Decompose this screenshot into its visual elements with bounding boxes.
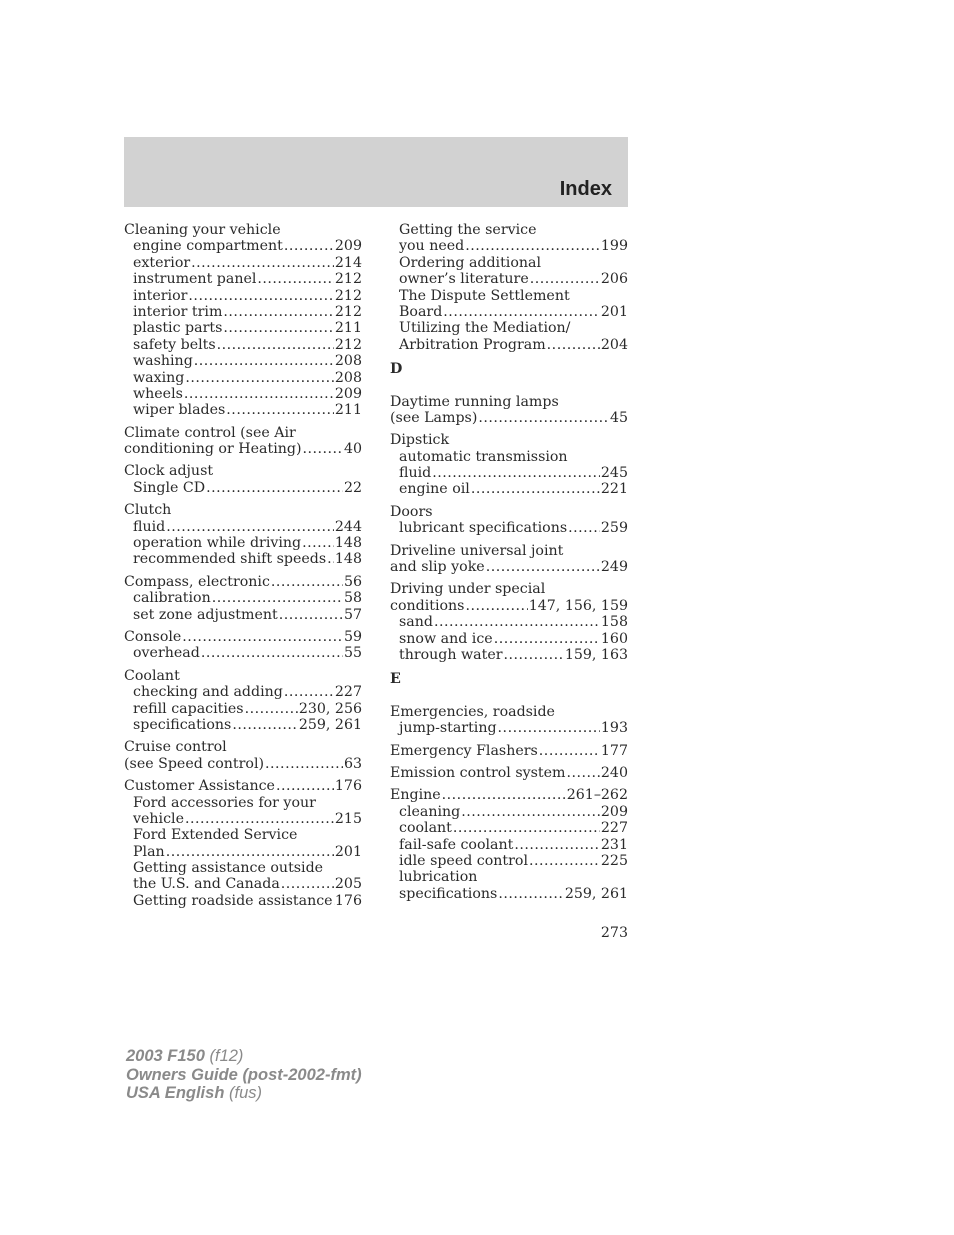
page-reference: 244	[334, 518, 362, 535]
dot-leader	[498, 720, 600, 736]
index-line	[390, 432, 628, 448]
page-reference: 45	[609, 409, 628, 426]
entry-text: Driveline universal joint	[390, 542, 564, 559]
index-subentry	[390, 837, 628, 853]
page-reference: 259, 261	[298, 716, 362, 733]
entry-text: jump-starting	[399, 720, 497, 737]
page-reference: 176	[334, 778, 362, 795]
index-subentry	[124, 844, 362, 860]
dot-leader	[182, 629, 343, 645]
page-reference: 206	[600, 271, 628, 288]
index-entry	[390, 222, 628, 353]
footer-model-code: (f12)	[204, 1047, 244, 1065]
index-entry	[390, 543, 628, 576]
index-line	[124, 739, 362, 755]
index-line	[124, 222, 362, 238]
entry-text: Cleaning your vehicle	[124, 222, 281, 238]
index-subentry	[390, 481, 628, 497]
entry-text: specifications	[399, 885, 498, 902]
dot-leader	[568, 520, 600, 536]
entry-text: instrument panel	[133, 271, 257, 288]
entry-text: Console	[124, 628, 182, 645]
index-line	[124, 425, 362, 441]
entry-text: owner’s literature	[399, 271, 529, 288]
index-subentry	[124, 811, 362, 827]
dot-leader	[184, 386, 334, 402]
entry-text: calibration	[133, 590, 211, 607]
dot-leader	[504, 647, 564, 663]
entry-text: you need	[399, 238, 465, 255]
dot-leader	[223, 304, 334, 320]
index-entry	[390, 704, 628, 737]
entry-text: Plan	[133, 843, 165, 860]
entry-text: operation while driving	[133, 535, 302, 552]
index-entry	[124, 574, 362, 623]
index-line	[124, 502, 362, 518]
dot-leader	[166, 844, 334, 860]
entry-text: Single CD	[133, 479, 206, 496]
index-line	[124, 668, 362, 684]
entry-text: interior trim	[133, 303, 223, 320]
index-entry	[390, 765, 628, 781]
entry-text: vehicle	[133, 810, 184, 827]
dot-leader	[302, 441, 342, 457]
index-entry	[124, 778, 362, 909]
dot-leader	[232, 717, 298, 733]
index-line	[390, 598, 628, 614]
entry-text: Emergencies, roadside	[390, 703, 555, 720]
dot-leader	[478, 410, 609, 426]
entry-text: Getting the service	[399, 222, 537, 238]
entry-text: exterior	[133, 254, 191, 271]
index-entry	[124, 739, 362, 772]
index-subentry	[390, 804, 628, 820]
dot-leader	[188, 288, 333, 304]
page-reference: 208	[334, 369, 362, 386]
index-entry	[124, 668, 362, 734]
index-line	[124, 574, 362, 590]
index-subentry	[124, 320, 362, 336]
page-reference: 59	[343, 628, 362, 645]
index-line	[124, 463, 362, 479]
index-subentry	[124, 607, 362, 623]
index-subentry	[390, 520, 628, 536]
entry-text: specifications	[133, 716, 232, 733]
index-subentry	[124, 717, 362, 733]
page-reference: 245	[600, 465, 628, 482]
page-reference: 160	[600, 630, 628, 647]
page-reference: 159, 163	[564, 646, 628, 663]
dot-leader	[442, 787, 566, 803]
index-subentry	[390, 337, 628, 353]
index-subentry	[124, 386, 362, 402]
entry-text: snow and ice	[399, 630, 493, 647]
index-line	[390, 787, 628, 803]
index-subentry	[390, 647, 628, 663]
entry-text: Ordering additional	[399, 254, 542, 271]
index-subentry	[124, 288, 362, 304]
dot-leader	[302, 535, 334, 551]
index-subentry	[390, 449, 628, 465]
dot-leader	[461, 804, 600, 820]
index-subentry	[390, 255, 628, 271]
page-reference: 215	[334, 810, 362, 827]
index-subentry	[390, 222, 628, 238]
index-line	[390, 704, 628, 720]
index-line	[390, 581, 628, 597]
entry-text: Emission control system	[390, 764, 566, 781]
entry-text: Ford Extended Service	[133, 827, 298, 844]
dot-leader	[284, 684, 334, 700]
entry-text: set zone adjustment	[133, 606, 278, 623]
entry-text: Getting roadside assistance	[133, 892, 333, 909]
section-letter: E	[390, 671, 401, 688]
entry-text: waxing	[133, 369, 185, 386]
dot-leader	[185, 811, 334, 827]
index-subentry	[124, 353, 362, 369]
index-subentry	[390, 288, 628, 304]
index-subentry	[390, 614, 628, 630]
page-reference: 211	[334, 320, 362, 337]
footer-language: USA English	[126, 1084, 225, 1102]
index-entry	[124, 502, 362, 568]
page-reference: 205	[334, 876, 362, 893]
page-reference: 177	[600, 742, 628, 759]
entry-text: wiper blades	[133, 402, 226, 419]
index-subentry	[390, 886, 628, 902]
page-reference: 227	[334, 684, 362, 701]
page-reference: 55	[343, 645, 362, 662]
index-subentry	[124, 893, 362, 909]
page-reference: 176	[334, 892, 362, 909]
entry-text: fail-safe coolant	[399, 836, 514, 853]
entry-text: Coolant	[124, 667, 180, 684]
entry-text: Utilizing the Mediation/	[399, 320, 571, 337]
entry-text: Driving under special	[390, 581, 546, 598]
page-reference: 22	[343, 479, 362, 496]
dot-leader	[185, 370, 334, 386]
index-entry	[390, 504, 628, 537]
entry-text: Dipstick	[390, 432, 450, 449]
footer-line-1	[126, 1047, 362, 1066]
page-reference: 208	[334, 353, 362, 370]
footer-guide: Owners Guide (post-2002-fmt)	[126, 1065, 362, 1084]
index-subentry	[390, 271, 628, 287]
entry-text: conditioning or Heating)	[124, 441, 302, 458]
entry-text: Doors	[390, 503, 433, 520]
entry-text: lubricant specifications	[399, 520, 568, 537]
index-line	[390, 543, 628, 559]
dot-leader	[529, 853, 600, 869]
entry-text: conditions	[390, 597, 465, 614]
index-entry	[124, 425, 362, 458]
dot-leader	[566, 765, 599, 781]
page-reference: 212	[334, 287, 362, 304]
page-reference: 227	[600, 820, 628, 837]
index-entry	[390, 432, 628, 498]
dot-leader	[257, 271, 334, 287]
dot-leader	[432, 465, 600, 481]
index-subentry	[124, 701, 362, 717]
page-reference: 148	[334, 535, 362, 552]
dot-leader	[453, 820, 600, 836]
dot-leader	[279, 607, 343, 623]
page-title: Index	[559, 178, 612, 200]
index-subentry	[124, 684, 362, 700]
dot-leader	[284, 238, 334, 254]
index-entry	[390, 787, 628, 902]
index-subentry	[390, 631, 628, 647]
index-line	[124, 441, 362, 457]
section-letter: D	[390, 361, 403, 378]
dot-leader	[486, 559, 600, 575]
page-reference: 57	[343, 606, 362, 623]
page-reference: 221	[600, 481, 628, 498]
index-column-right	[390, 222, 628, 908]
index-entry	[124, 222, 362, 419]
entry-text: coolant	[399, 820, 452, 837]
entry-text: Board	[399, 303, 443, 320]
header-bar	[124, 137, 628, 207]
index-column-left	[124, 222, 362, 915]
dot-leader	[443, 304, 600, 320]
entry-text: fluid	[133, 518, 166, 535]
page-reference: 230, 256	[298, 700, 362, 717]
dot-leader	[471, 481, 600, 497]
index-entry	[390, 394, 628, 427]
index-subentry	[124, 860, 362, 876]
page-reference: 209	[600, 803, 628, 820]
entry-text: Emergency Flashers	[390, 742, 538, 759]
entry-text: Engine	[390, 787, 441, 804]
page-reference: 240	[600, 764, 628, 781]
footer-line-3	[126, 1084, 362, 1103]
entry-text: checking and adding	[133, 684, 283, 701]
dot-leader	[498, 886, 564, 902]
page-reference: 63	[343, 755, 362, 772]
index-subentry	[124, 590, 362, 606]
index-subentry	[124, 795, 362, 811]
footer-language-code: (fus)	[224, 1084, 262, 1102]
index-subentry	[124, 402, 362, 418]
dot-leader	[217, 337, 334, 353]
page-reference: 212	[334, 303, 362, 320]
document-footer	[126, 1047, 362, 1103]
entry-text: through water	[399, 646, 503, 663]
index-line	[390, 394, 628, 410]
index-entry	[390, 581, 628, 663]
dot-leader	[547, 337, 600, 353]
page-reference: 212	[334, 336, 362, 353]
page-reference: 214	[334, 254, 362, 271]
index-entry	[390, 743, 628, 759]
index-subentry	[124, 876, 362, 892]
dot-leader	[194, 353, 334, 369]
index-line	[124, 756, 362, 772]
entry-text: fluid	[399, 465, 432, 482]
entry-text: Clutch	[124, 502, 172, 519]
index-line	[390, 743, 628, 759]
entry-text: refill capacities	[133, 700, 244, 717]
entry-text: (see Speed control)	[124, 755, 265, 772]
dot-leader	[281, 876, 334, 892]
entry-text: interior	[133, 287, 188, 304]
dot-leader	[271, 574, 343, 590]
entry-text: wheels	[133, 385, 183, 402]
page-reference: 158	[600, 614, 628, 631]
index-subentry	[124, 337, 362, 353]
footer-model: 2003 F150	[126, 1047, 205, 1065]
index-subentry	[124, 535, 362, 551]
dot-leader	[465, 598, 527, 614]
entry-text: plastic parts	[133, 320, 223, 337]
index-subentry	[124, 827, 362, 843]
index-line	[124, 629, 362, 645]
index-line	[390, 410, 628, 426]
entry-text: sand	[399, 614, 433, 631]
entry-text: Climate control (see Air	[124, 424, 296, 441]
dot-leader	[212, 590, 343, 606]
index-subentry	[124, 370, 362, 386]
index-subentry	[124, 238, 362, 254]
entry-text: Cruise control	[124, 739, 227, 756]
page-reference: 249	[600, 559, 628, 576]
entry-text: engine oil	[399, 481, 470, 498]
entry-text: Compass, electronic	[124, 573, 270, 590]
index-subentry	[390, 465, 628, 481]
dot-leader	[530, 271, 600, 287]
page-reference: 193	[600, 720, 628, 737]
entry-text: The Dispute Settlement	[399, 287, 570, 304]
entry-text: and slip yoke	[390, 559, 485, 576]
index-subentry	[124, 645, 362, 661]
page-reference: 147, 156, 159	[528, 597, 628, 614]
entry-text: Customer Assistance	[124, 778, 275, 795]
page-reference: 261–262	[566, 787, 628, 804]
dot-leader	[201, 645, 343, 661]
entry-text: Getting assistance outside	[133, 860, 324, 877]
index-subentry	[124, 271, 362, 287]
dot-leader	[276, 778, 334, 794]
dot-leader	[226, 402, 334, 418]
page-reference: 225	[600, 852, 628, 869]
entry-text: safety belts	[133, 336, 216, 353]
page-reference: 259	[600, 520, 628, 537]
index-subentry	[124, 304, 362, 320]
dot-leader	[191, 255, 334, 271]
index-line	[390, 504, 628, 520]
dot-leader	[223, 320, 334, 336]
index-subentry	[390, 320, 628, 336]
page-reference: 209	[334, 238, 362, 255]
page-reference: 231	[600, 836, 628, 853]
entry-text: automatic transmission	[399, 448, 568, 465]
entry-text: the U.S. and Canada	[133, 876, 280, 893]
dot-leader	[245, 701, 298, 717]
entry-text: overhead	[133, 645, 200, 662]
page-reference: 212	[334, 271, 362, 288]
page-reference: 201	[334, 843, 362, 860]
index-line	[124, 778, 362, 794]
index-subentry	[390, 304, 628, 320]
dot-leader	[539, 743, 600, 759]
index-subentry	[390, 720, 628, 736]
page-reference: 40	[343, 441, 362, 458]
entry-text: recommended shift speeds	[133, 551, 327, 568]
index-subentry	[390, 853, 628, 869]
index-entry	[124, 463, 362, 496]
index-subentry	[124, 519, 362, 535]
entry-text: washing	[133, 353, 193, 370]
index-subentry	[124, 480, 362, 496]
index-subentry	[124, 255, 362, 271]
dot-leader	[514, 837, 600, 853]
dot-leader	[327, 551, 334, 567]
page-reference: 148	[334, 551, 362, 568]
page-reference: 199	[600, 238, 628, 255]
dot-leader	[206, 480, 343, 496]
entry-text: Arbitration Program	[399, 336, 546, 353]
entry-text: (see Lamps)	[390, 409, 478, 426]
dot-leader	[265, 756, 343, 772]
dot-leader	[465, 238, 600, 254]
page-reference: 209	[334, 385, 362, 402]
page-reference: 211	[334, 402, 362, 419]
dot-leader	[166, 519, 334, 535]
entry-text: engine compartment	[133, 238, 283, 255]
dot-leader	[434, 614, 600, 630]
entry-text: lubrication	[399, 869, 478, 886]
page-reference: 58	[343, 590, 362, 607]
footer-line-2	[126, 1066, 362, 1085]
index-subentry	[390, 820, 628, 836]
entry-text: Clock adjust	[124, 463, 214, 480]
page-reference: 56	[343, 573, 362, 590]
index-line	[390, 765, 628, 781]
page-number: 273	[600, 925, 628, 941]
index-entry	[124, 629, 362, 662]
index-subentry	[390, 238, 628, 254]
index-line	[390, 559, 628, 575]
page-reference: 259, 261	[564, 885, 628, 902]
entry-text: Ford accessories for your	[133, 794, 316, 811]
entry-text: Daytime running lamps	[390, 393, 559, 410]
page-reference: 201	[600, 303, 628, 320]
entry-text: cleaning	[399, 803, 461, 820]
entry-text: idle speed control	[399, 852, 528, 869]
index-subentry	[390, 869, 628, 885]
index-subentry	[124, 551, 362, 567]
page-reference: 204	[600, 336, 628, 353]
dot-leader	[494, 631, 600, 647]
